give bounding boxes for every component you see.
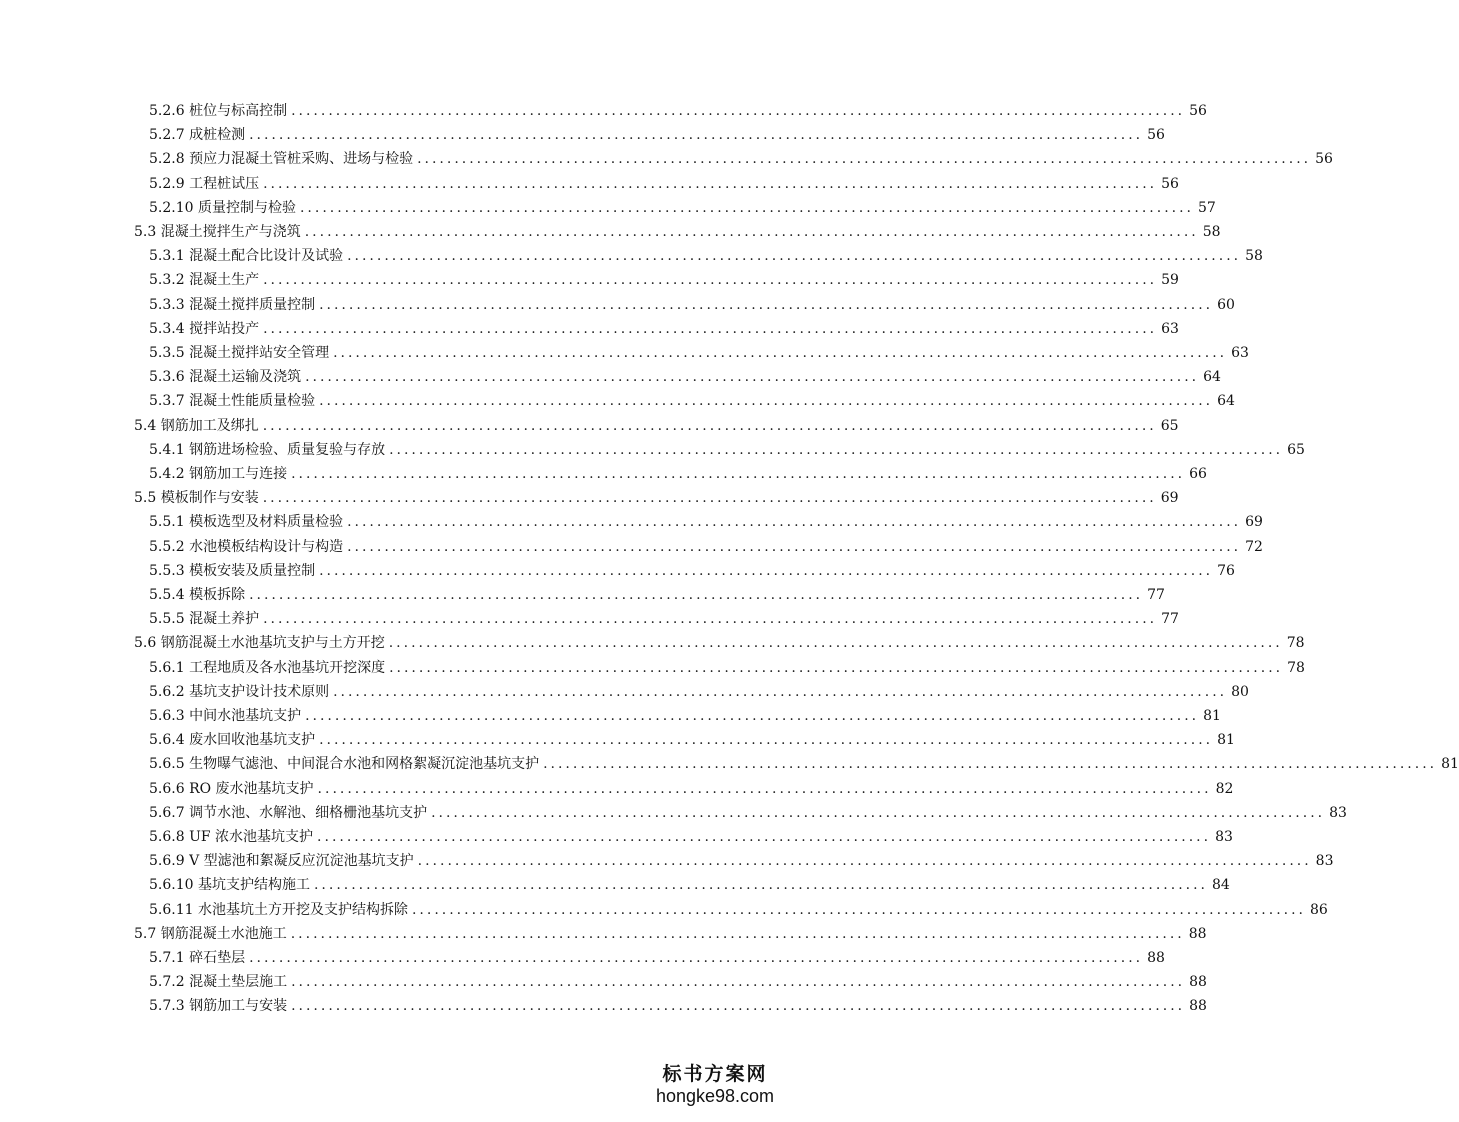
toc-entry-page-number: 78 bbox=[1287, 659, 1305, 676]
toc-entry-title: 5.2.10 质量控制与检验 bbox=[149, 199, 296, 216]
toc-entry bbox=[149, 338, 1249, 362]
toc-entry-page-number: 77 bbox=[1147, 587, 1165, 603]
toc-entry-title: 5.3.2 混凝土生产 bbox=[149, 272, 260, 289]
toc-entry bbox=[149, 169, 1179, 193]
toc-entry-page-number: 81 bbox=[1217, 732, 1235, 749]
toc-dot-leader: ........................................................................................................................ bbox=[347, 514, 1242, 531]
toc-entry bbox=[149, 144, 1333, 168]
toc-entry-title: 5.6.6 RO 废水池基坑支护 bbox=[149, 780, 314, 797]
toc-entry-page-number: 60 bbox=[1217, 296, 1235, 313]
toc-entry-page-number: 69 bbox=[1160, 490, 1179, 507]
toc-entry-page-number: 83 bbox=[1315, 853, 1334, 870]
toc-dot-leader: ........................................................................................................................ bbox=[262, 417, 1157, 434]
toc-entry-title: 5.2.7 成桩检测 bbox=[149, 127, 246, 144]
toc-entry-title: 5.2.6 桩位与标高控制 bbox=[149, 103, 288, 119]
toc-entry-page-number: 82 bbox=[1215, 780, 1234, 797]
toc-entry-title: 5.6.4 废水回收池基坑支护 bbox=[149, 732, 316, 749]
toc-entry-title: 5.6 钢筋混凝土水池基坑支护与土方开挖 bbox=[134, 635, 385, 652]
toc-entry-title: 5.5.5 混凝土养护 bbox=[149, 611, 260, 628]
toc-entry bbox=[149, 362, 1221, 386]
toc-dot-leader: ........................................................................................................................ bbox=[249, 950, 1144, 966]
toc-entry-title: 5.6.5 生物曝气滤池、中间混合水池和网格絮凝沉淀池基坑支护 bbox=[149, 756, 540, 773]
toc-dot-leader: ........................................................................................................................ bbox=[431, 804, 1326, 821]
toc-entry-page-number: 56 bbox=[1189, 103, 1207, 119]
toc-entry-page-number: 80 bbox=[1231, 683, 1249, 700]
toc-dot-leader: ........................................................................................................................ bbox=[291, 103, 1186, 119]
toc-dot-leader: ........................................................................................................................ bbox=[291, 974, 1186, 991]
toc-dot-leader: ........................................................................................................................ bbox=[263, 320, 1158, 337]
toc-entry-title: 5.5.1 模板选型及材料质量检验 bbox=[149, 514, 344, 531]
toc-entry bbox=[149, 96, 1207, 120]
toc-dot-leader: ........................................................................................................................ bbox=[290, 925, 1185, 942]
toc-entry-page-number: 81 bbox=[1203, 708, 1221, 724]
toc-entry-page-number: 63 bbox=[1231, 345, 1249, 361]
toc-entry bbox=[149, 653, 1305, 677]
toc-dot-leader: ........................................................................................................................ bbox=[262, 490, 1157, 507]
toc-entry-page-number: 77 bbox=[1161, 611, 1179, 628]
toc-entry bbox=[149, 677, 1249, 701]
toc-entry bbox=[149, 241, 1263, 265]
toc-entry-title: 5.4.2 钢筋加工与连接 bbox=[149, 466, 288, 482]
toc-entry-title: 5.4 钢筋加工及绑扎 bbox=[134, 417, 259, 434]
toc-dot-leader: ........................................................................................................................ bbox=[317, 780, 1212, 797]
toc-entry-title: 5.6.2 基坑支护设计技术原则 bbox=[149, 683, 330, 700]
toc-dot-leader: ........................................................................................................................ bbox=[313, 877, 1209, 894]
toc-dot-leader: ........................................................................................................................ bbox=[319, 562, 1214, 579]
toc-entry bbox=[149, 532, 1263, 556]
toc-entry-title: 5.7.3 钢筋加工与安装 bbox=[149, 998, 288, 1015]
toc-entry-page-number: 76 bbox=[1217, 562, 1235, 579]
toc-entry bbox=[149, 386, 1235, 410]
toc-entry-title: 5.4.1 钢筋进场检验、质量复验与存放 bbox=[149, 441, 386, 458]
toc-entry bbox=[134, 483, 1179, 507]
toc-entry-title: 5.2.8 预应力混凝土管桩采购、进场与检验 bbox=[149, 151, 414, 168]
toc-dot-leader: ........................................................................................................................ bbox=[317, 829, 1212, 845]
toc-entry bbox=[149, 604, 1179, 628]
toc-entry-page-number: 78 bbox=[1286, 635, 1305, 652]
toc-dot-leader: ........................................................................................................................ bbox=[263, 272, 1158, 289]
toc-entry bbox=[149, 895, 1328, 919]
toc-entry-page-number: 58 bbox=[1245, 248, 1263, 265]
toc-dot-leader: ........................................................................................................................ bbox=[305, 708, 1200, 724]
toc-entry bbox=[149, 725, 1235, 749]
toc-dot-leader: ........................................................................................................................ bbox=[333, 345, 1228, 361]
toc-entry-title: 5.3.6 混凝土运输及浇筑 bbox=[149, 369, 302, 386]
toc-entry-title: 5.6.8 UF 浓水池基坑支护 bbox=[149, 829, 314, 845]
toc-entry-page-number: 58 bbox=[1202, 224, 1221, 240]
toc-entry-title: 5.6.7 调节水池、水解池、细格栅池基坑支护 bbox=[149, 804, 428, 821]
toc-entry bbox=[134, 217, 1221, 241]
toc-dot-leader: ........................................................................................................................ bbox=[388, 635, 1283, 652]
toc-entry-page-number: 88 bbox=[1189, 974, 1207, 991]
toc-dot-leader: ........................................................................................................................ bbox=[291, 998, 1186, 1015]
toc-entry-title: 5.3.5 混凝土搅拌站安全管理 bbox=[149, 345, 330, 361]
toc-entry-page-number: 88 bbox=[1147, 950, 1165, 966]
toc-entry bbox=[149, 701, 1221, 725]
toc-entry-page-number: 81 bbox=[1441, 756, 1459, 773]
toc-entry bbox=[149, 749, 1459, 773]
toc-entry bbox=[149, 991, 1207, 1015]
toc-dot-leader: ........................................................................................................................ bbox=[291, 466, 1186, 482]
toc-entry bbox=[149, 822, 1233, 846]
toc-dot-leader: ........................................................................................................................ bbox=[319, 393, 1214, 410]
toc-entry-page-number: 88 bbox=[1188, 925, 1207, 942]
toc-entry-page-number: 63 bbox=[1161, 320, 1179, 337]
toc-entry-title: 5.5.4 模板拆除 bbox=[149, 587, 246, 603]
toc-dot-leader: ........................................................................................................................ bbox=[319, 296, 1214, 313]
toc-dot-leader: ........................................................................................................................ bbox=[263, 611, 1158, 628]
toc-entry bbox=[134, 628, 1305, 652]
toc-entry-title: 5.6.11 水池基坑土方开挖及支护结构拆除 bbox=[149, 901, 408, 918]
toc-entry-title: 5.7.2 混凝土垫层施工 bbox=[149, 974, 288, 991]
toc-dot-leader: ........................................................................................................................ bbox=[304, 224, 1199, 240]
toc-entry bbox=[149, 290, 1235, 314]
toc-dot-leader: ........................................................................................................................ bbox=[263, 175, 1158, 192]
toc-entry-page-number: 56 bbox=[1147, 127, 1165, 144]
toc-entry-page-number: 64 bbox=[1217, 393, 1235, 410]
toc-dot-leader: ........................................................................................................................ bbox=[389, 441, 1284, 458]
toc-entry-page-number: 65 bbox=[1160, 417, 1179, 434]
toc-entry-title: 5.3.4 搅拌站投产 bbox=[149, 320, 260, 337]
toc-dot-leader: ........................................................................................................................ bbox=[417, 853, 1312, 870]
toc-entry-title: 5.2.9 工程桩试压 bbox=[149, 175, 260, 192]
toc-entry-title: 5.5.2 水池模板结构设计与构造 bbox=[149, 538, 344, 555]
toc-entry-title: 5.3.3 混凝土搅拌质量控制 bbox=[149, 296, 316, 313]
toc-dot-leader: ........................................................................................................................ bbox=[543, 756, 1438, 773]
toc-entry-page-number: 65 bbox=[1287, 441, 1305, 458]
toc-entry-page-number: 64 bbox=[1203, 369, 1221, 386]
toc-entry-title: 5.3.1 混凝土配合比设计及试验 bbox=[149, 248, 344, 265]
watermark-url-text: hongke98.com bbox=[655, 1086, 775, 1106]
toc-entry bbox=[149, 314, 1179, 338]
toc-entry bbox=[149, 798, 1347, 822]
toc-dot-leader: ........................................................................................................................ bbox=[249, 587, 1144, 603]
toc-entry-page-number: 69 bbox=[1245, 514, 1263, 531]
toc-entry-title: 5.6.10 基坑支护结构施工 bbox=[149, 877, 310, 894]
toc-dot-leader: ........................................................................................................................ bbox=[299, 199, 1195, 216]
toc-dot-leader: ........................................................................................................................ bbox=[347, 538, 1242, 555]
toc-entry bbox=[149, 967, 1207, 991]
toc-entry-title: 5.6.3 中间水池基坑支护 bbox=[149, 708, 302, 724]
toc-entry bbox=[149, 435, 1305, 459]
toc-entry-title: 5.5.3 模板安装及质量控制 bbox=[149, 562, 316, 579]
toc-entry-page-number: 56 bbox=[1315, 151, 1333, 168]
toc-entry bbox=[149, 265, 1179, 289]
toc-entry-page-number: 56 bbox=[1161, 175, 1179, 192]
toc-entry-page-number: 88 bbox=[1189, 998, 1207, 1015]
toc-entry bbox=[149, 580, 1165, 604]
toc-entry-title: 5.3.7 混凝土性能质量检验 bbox=[149, 393, 316, 410]
toc-entry-title: 5.7 钢筋混凝土水池施工 bbox=[134, 925, 287, 942]
toc-entry-title: 5.6.1 工程地质及各水池基坑开挖深度 bbox=[149, 659, 386, 676]
toc-entry bbox=[149, 507, 1263, 531]
toc-entry-page-number: 72 bbox=[1245, 538, 1263, 555]
toc-entry bbox=[149, 774, 1234, 798]
toc-dot-leader: ........................................................................................................................ bbox=[319, 732, 1214, 749]
toc-dot-leader: ........................................................................................................................ bbox=[305, 369, 1200, 386]
toc-entry bbox=[149, 193, 1216, 217]
toc-entry-title: 5.5 模板制作与安装 bbox=[134, 490, 259, 507]
toc-entry bbox=[149, 943, 1165, 967]
toc-entry-page-number: 59 bbox=[1161, 272, 1179, 289]
toc-entry-page-number: 84 bbox=[1212, 877, 1230, 894]
toc-dot-leader: ........................................................................................................................ bbox=[249, 127, 1144, 144]
toc-entry-title: 5.7.1 碎石垫层 bbox=[149, 950, 246, 966]
toc-entry bbox=[149, 870, 1230, 894]
toc-entry bbox=[149, 459, 1207, 483]
toc-entry bbox=[134, 919, 1207, 943]
toc-entry-page-number: 83 bbox=[1329, 804, 1347, 821]
toc-entry-title: 5.3 混凝土搅拌生产与浇筑 bbox=[134, 224, 301, 240]
toc-entry bbox=[134, 411, 1179, 435]
toc-entry-page-number: 86 bbox=[1310, 901, 1328, 918]
toc-dot-leader: ........................................................................................................................ bbox=[347, 248, 1242, 265]
toc-entry bbox=[149, 556, 1235, 580]
toc-entry bbox=[149, 846, 1334, 870]
toc-entry-page-number: 57 bbox=[1198, 199, 1216, 216]
toc-dot-leader: ........................................................................................................................ bbox=[411, 901, 1307, 918]
toc-entry bbox=[149, 120, 1165, 144]
watermark-chinese-text: 标书方案网 bbox=[662, 1063, 768, 1085]
toc-entry-page-number: 66 bbox=[1189, 466, 1207, 482]
toc-entry-title: 5.6.9 V 型滤池和絮凝反应沉淀池基坑支护 bbox=[149, 853, 414, 870]
toc-dot-leader: ........................................................................................................................ bbox=[389, 659, 1284, 676]
toc-dot-leader: ........................................................................................................................ bbox=[417, 151, 1312, 168]
watermark-logo bbox=[640, 1063, 790, 1107]
toc-dot-leader: ........................................................................................................................ bbox=[333, 683, 1228, 700]
toc-entry-page-number: 83 bbox=[1215, 829, 1233, 845]
